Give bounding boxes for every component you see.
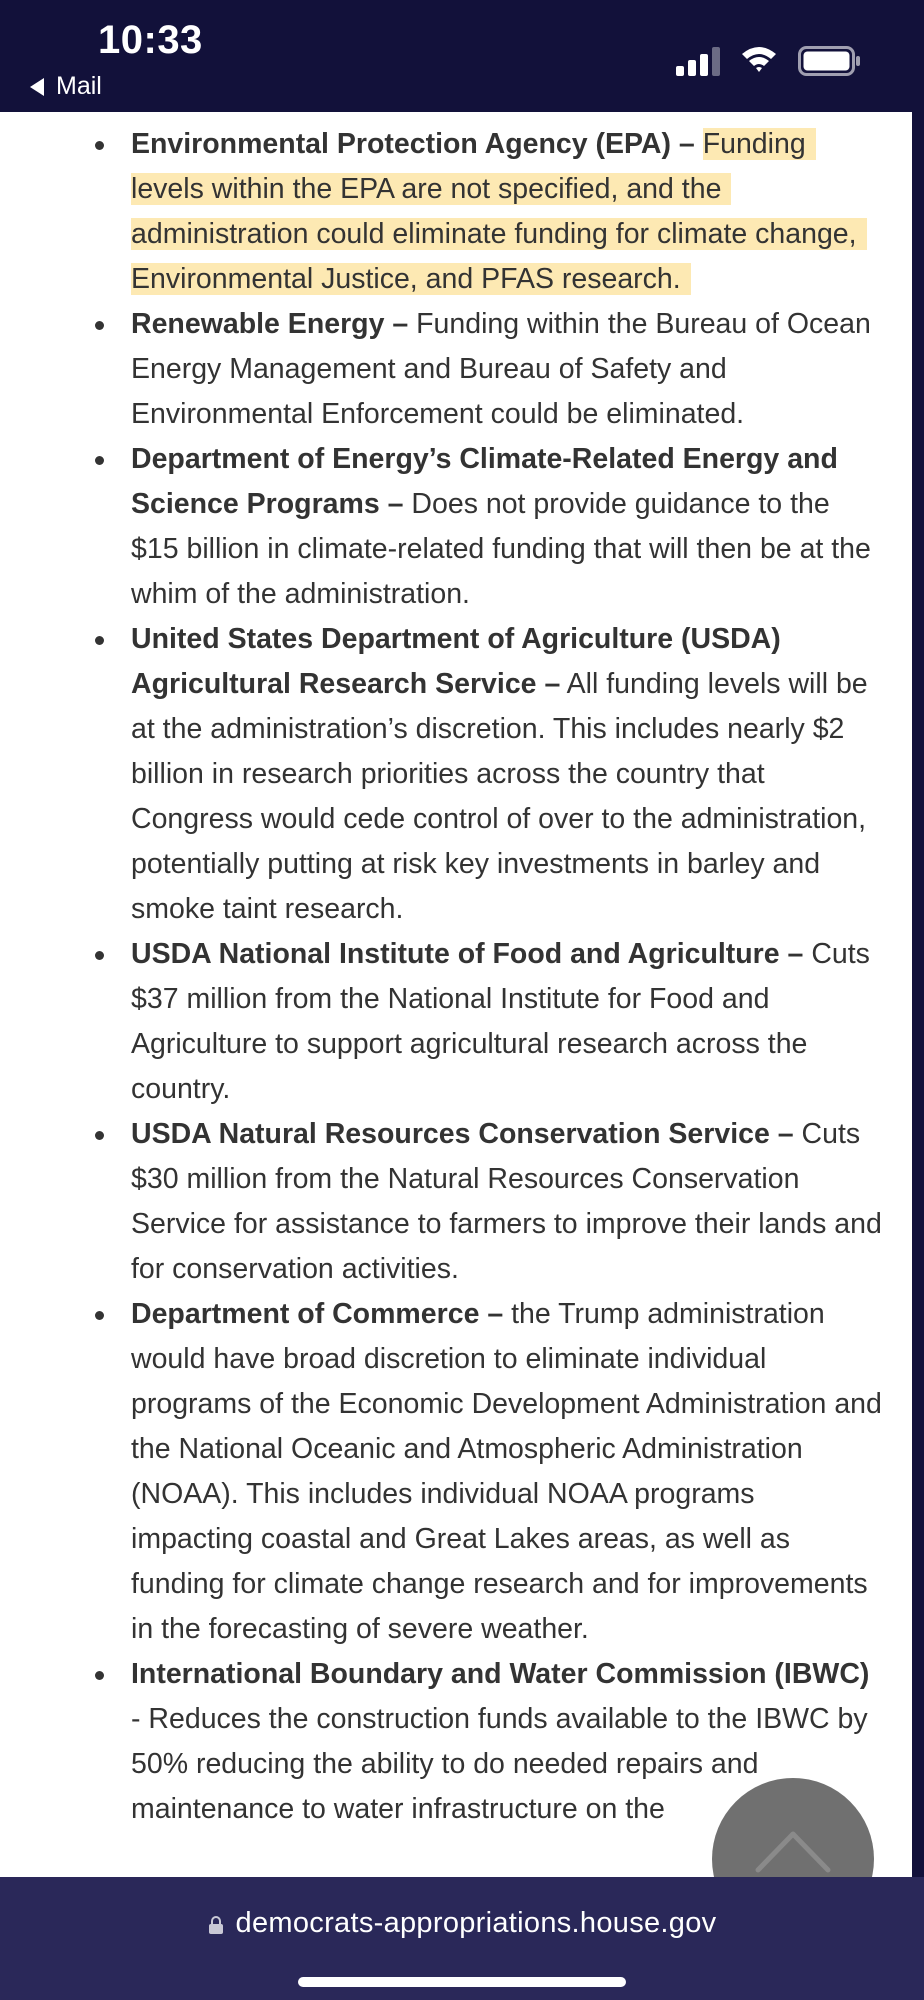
item-heading: USDA National Institute of Food and Agriculture – xyxy=(131,938,804,970)
item-description: Cuts $30 million from the Natural Resources Conservation Service for assistance to farmers to improve their lands and for conservation activities. xyxy=(131,1118,882,1285)
list-item xyxy=(0,932,912,1112)
item-heading: Department of Commerce – xyxy=(131,1298,504,1330)
wifi-icon xyxy=(740,44,778,76)
chevron-up-icon xyxy=(752,1822,834,1877)
back-arrow-icon xyxy=(30,78,44,96)
cellular-signal-icon xyxy=(674,46,722,76)
bullet-icon xyxy=(95,456,104,465)
article-content[interactable] xyxy=(0,112,912,1877)
list-item xyxy=(0,1112,912,1292)
funding-list xyxy=(0,122,912,1832)
list-item xyxy=(0,1292,912,1652)
back-label: Mail xyxy=(56,72,102,100)
right-edge xyxy=(912,112,924,1877)
item-heading: USDA Natural Resources Conservation Service – xyxy=(131,1118,794,1150)
status-time: 10:33 xyxy=(98,18,203,62)
item-description: Funding levels within the EPA are not specified, and the administration could eliminate funding for climate change, Environmental Justice, and PFAS research. xyxy=(131,128,867,295)
list-item xyxy=(0,617,912,932)
item-heading: Renewable Energy – xyxy=(131,308,409,340)
home-indicator[interactable] xyxy=(298,1977,626,1987)
url-domain: democrats-appropriations.house.gov xyxy=(235,1907,717,1939)
item-heading: United States Department of Agriculture (USDA) Agricultural Research Service – xyxy=(131,623,781,700)
bullet-icon xyxy=(95,951,104,960)
bullet-icon xyxy=(95,636,104,645)
list-item xyxy=(0,437,912,617)
list-item xyxy=(0,122,912,302)
battery-icon xyxy=(798,46,862,76)
item-heading: International Boundary and Water Commission (IBWC) xyxy=(131,1658,870,1690)
back-to-mail-button[interactable] xyxy=(30,72,102,101)
bullet-icon xyxy=(95,1131,104,1140)
status-bar xyxy=(0,0,924,112)
bullet-icon xyxy=(95,1671,104,1680)
item-description: All funding levels will be at the administration’s discretion. This includes nearly $2 billion in research priorities across the country that Congress would cede control of over to the administration, potentially putting at risk key investments in barley and smoke taint research. xyxy=(131,668,868,925)
bullet-icon xyxy=(95,141,104,150)
url-display[interactable] xyxy=(0,1907,924,1940)
item-description: - Reduces the construction funds available to the IBWC by 50% reducing the ability to do needed repairs and maintenance to water infrastructure on the xyxy=(131,1703,868,1825)
list-item xyxy=(0,302,912,437)
lock-icon xyxy=(208,1915,224,1935)
bullet-icon xyxy=(95,321,104,330)
url-bar[interactable] xyxy=(0,1877,924,2000)
item-heading: Department of Energy’s Climate-Related Energy and Science Programs – xyxy=(131,443,838,520)
item-description: Funding within the Bureau of Ocean Energy Management and Bureau of Safety and Environmental Enforcement could be eliminated. xyxy=(131,308,871,430)
item-description: the Trump administration would have broad discretion to eliminate individual programs of the Economic Development Administration and the National Oceanic and Atmospheric Administration (NOAA). This includes individual NOAA programs impacting coastal and Great Lakes areas, as well as funding for climate change research and for improvements in the forecasting of severe weather. xyxy=(131,1298,882,1645)
item-description: Cuts $37 million from the National Institute for Food and Agriculture to support agricultural research across the country. xyxy=(131,938,870,1105)
bullet-icon xyxy=(95,1311,104,1320)
item-heading: Environmental Protection Agency (EPA) – xyxy=(131,128,695,160)
item-description: Does not provide guidance to the $15 billion in climate-related funding that will then be at the whim of the administration. xyxy=(131,488,871,610)
